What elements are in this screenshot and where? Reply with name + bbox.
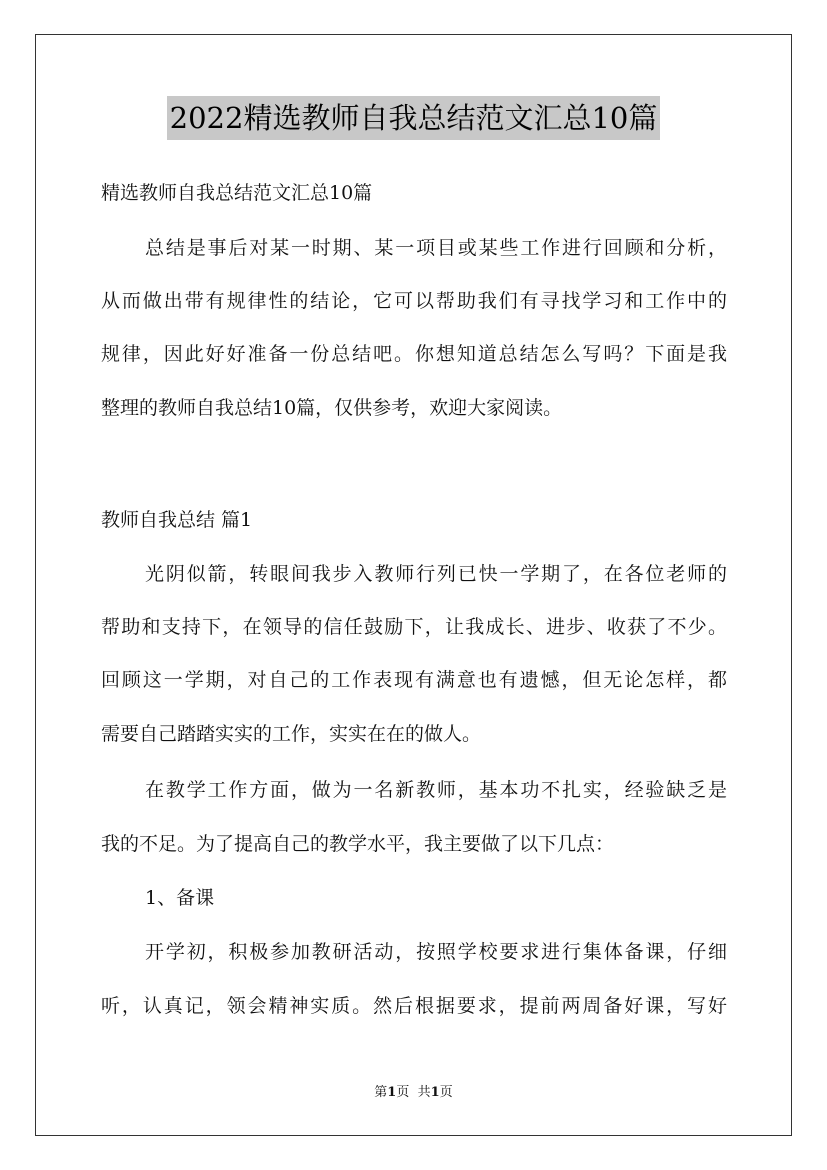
para3-line-2: 听，认真记，领会精神实质。然后根据要求，提前两周备好课，写好 (101, 995, 727, 1017)
footer-prefix: 第 (374, 1085, 388, 1100)
footer-total-unit: 页 (439, 1085, 453, 1100)
intro-line-1: 总结是事后对某一时期、某一项目或某些工作进行回顾和分析， (145, 237, 727, 259)
list-item-1: 1、备课 (145, 887, 215, 909)
para2-line-2: 我的不足。为了提高自己的教学水平，我主要做了以下几点： (101, 833, 615, 855)
para1-line-1: 光阴似箭，转眼间我步入教师行列已快一学期了，在各位老师的 (145, 563, 727, 585)
document-subtitle: 精选教师自我总结范文汇总10篇 (101, 182, 373, 204)
intro-line-3: 规律，因此好好准备一份总结吧。你想知道总结怎么写吗？下面是我 (101, 343, 727, 365)
footer-page-number: 1 (387, 1085, 397, 1100)
para3-line-1: 开学初，积极参加教研活动，按照学校要求进行集体备课，仔细 (145, 941, 727, 963)
para1-line-2: 帮助和支持下，在领导的信任鼓励下，让我成长、进步、收获了不少。 (101, 616, 727, 638)
page-footer (0, 1084, 827, 1102)
title-container (0, 96, 827, 140)
intro-line-2: 从而做出带有规律性的结论，它可以帮助我们有寻找学习和工作中的 (101, 290, 727, 312)
footer-total-prefix: 共 (417, 1085, 431, 1100)
para1-line-4: 需要自己踏踏实实的工作，实实在在的做人。 (101, 723, 482, 745)
footer-total-number: 1 (430, 1085, 440, 1100)
intro-line-4: 整理的教师自我总结10篇，仅供参考，欢迎大家阅读。 (101, 397, 563, 419)
document-title: 2022精选教师自我总结范文汇总10篇 (167, 96, 661, 140)
footer-page-unit: 页 (396, 1085, 410, 1100)
para2-line-1: 在教学工作方面，做为一名新教师，基本功不扎实，经验缺乏是 (145, 779, 727, 801)
para1-line-3: 回顾这一学期，对自己的工作表现有满意也有遗憾，但无论怎样，都 (101, 669, 727, 691)
section-heading: 教师自我总结 篇1 (101, 509, 253, 531)
